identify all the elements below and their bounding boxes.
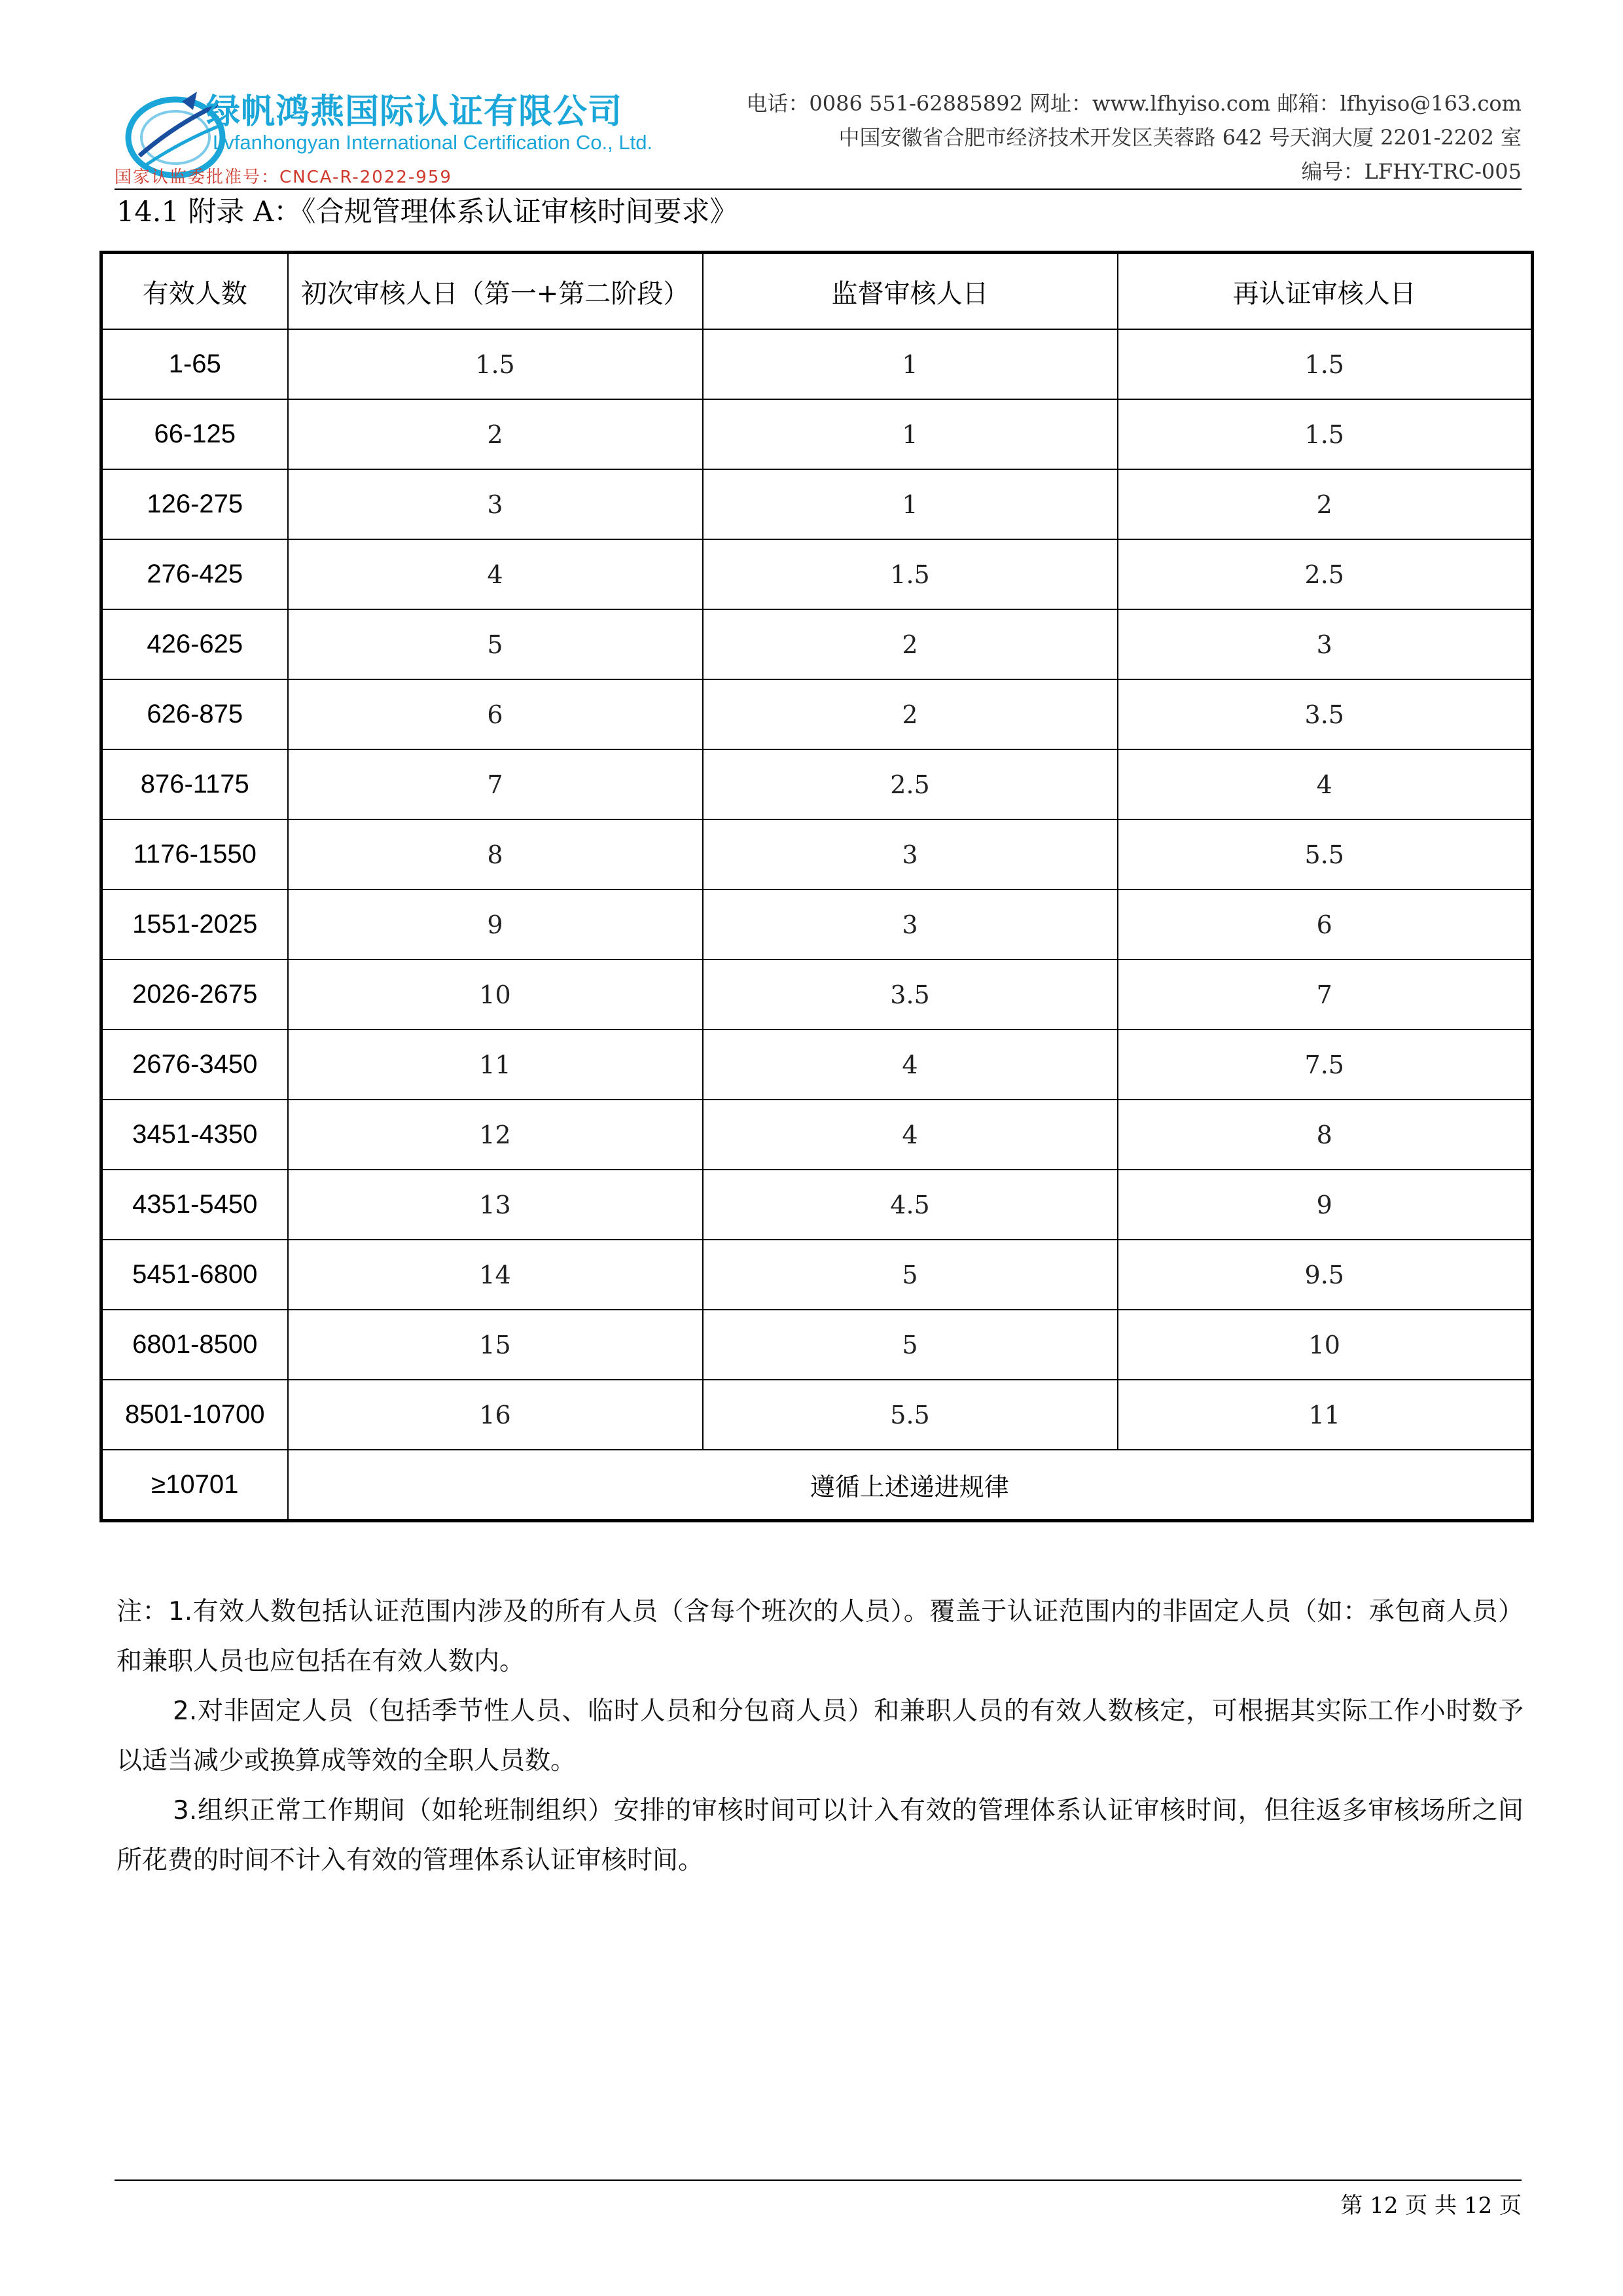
headcount-range-cell: 1551-2025 — [101, 889, 288, 960]
audit-days-cell: 15 — [288, 1310, 703, 1380]
audit-days-cell: 8 — [288, 819, 703, 889]
table-row — [101, 749, 1533, 819]
table-row — [101, 679, 1533, 749]
column-header: 初次审核人日（第一+第二阶段） — [288, 253, 703, 330]
table-row — [101, 469, 1533, 539]
table-row — [101, 399, 1533, 469]
headcount-range-cell: 5451-6800 — [101, 1240, 288, 1310]
table-row — [101, 1170, 1533, 1240]
audit-days-cell: 10 — [288, 960, 703, 1030]
audit-days-cell: 3.5 — [1118, 679, 1533, 749]
audit-days-cell: 2.5 — [703, 749, 1118, 819]
table-body — [101, 329, 1533, 1521]
headcount-range-cell: 8501-10700 — [101, 1380, 288, 1450]
headcount-range-cell: 66-125 — [101, 399, 288, 469]
headcount-range-cell: 2676-3450 — [101, 1030, 288, 1100]
audit-days-cell: 8 — [1118, 1100, 1533, 1170]
headcount-range-cell: 1176-1550 — [101, 819, 288, 889]
audit-days-cell: 4 — [703, 1030, 1118, 1100]
table-row — [101, 1100, 1533, 1170]
audit-days-cell: 1 — [703, 399, 1118, 469]
footer-divider — [115, 2179, 1522, 2181]
audit-days-cell: 1.5 — [1118, 329, 1533, 399]
document-number: 编号：LFHY-TRC-005 — [1301, 159, 1522, 184]
company-name-cn: 绿帆鸿燕国际认证有限公司 — [206, 92, 623, 132]
audit-days-cell: 16 — [288, 1380, 703, 1450]
company-name-en: Lvfanhongyan International Certification Co., Ltd. — [213, 131, 653, 154]
table-row — [101, 960, 1533, 1030]
audit-days-cell: 9 — [1118, 1170, 1533, 1240]
section-title: 14.1 附录 A：《合规管理体系认证审核时间要求》 — [116, 196, 738, 228]
table-header-row — [101, 253, 1533, 330]
audit-days-cell: 2 — [703, 679, 1118, 749]
audit-days-cell: 5.5 — [703, 1380, 1118, 1450]
headcount-range-cell: 276-425 — [101, 539, 288, 609]
headcount-range-cell: 6801-8500 — [101, 1310, 288, 1380]
audit-days-cell: 2 — [288, 399, 703, 469]
audit-days-cell: 11 — [288, 1030, 703, 1100]
page-number: 第 12 页 共 12 页 — [1340, 2193, 1522, 2219]
table-row — [101, 819, 1533, 889]
audit-days-cell: 2 — [703, 609, 1118, 679]
audit-days-cell: 1.5 — [703, 539, 1118, 609]
headcount-range-cell: 126-275 — [101, 469, 288, 539]
table-row — [101, 889, 1533, 960]
audit-days-cell: 3.5 — [703, 960, 1118, 1030]
headcount-range-cell: ≥10701 — [101, 1450, 288, 1521]
audit-days-cell: 11 — [1118, 1380, 1533, 1450]
audit-days-cell: 6 — [288, 679, 703, 749]
audit-days-cell: 4 — [288, 539, 703, 609]
audit-days-cell: 2.5 — [1118, 539, 1533, 609]
note-paragraph: 注：1.有效人数包括认证范围内涉及的所有人员（含每个班次的人员）。覆盖于认证范围内的非固定人员（如：承包商人员）和兼职人员也应包括在有效人数内。 — [116, 1597, 1524, 1676]
audit-days-cell: 12 — [288, 1100, 703, 1170]
audit-days-cell: 5 — [288, 609, 703, 679]
table-row — [101, 1310, 1533, 1380]
column-header: 有效人数 — [101, 253, 288, 330]
audit-time-table — [99, 251, 1534, 1522]
table-row — [101, 609, 1533, 679]
audit-days-cell: 10 — [1118, 1310, 1533, 1380]
headcount-range-cell: 2026-2675 — [101, 960, 288, 1030]
audit-days-cell: 13 — [288, 1170, 703, 1240]
headcount-range-cell: 426-625 — [101, 609, 288, 679]
table-row — [101, 539, 1533, 609]
headcount-range-cell: 876-1175 — [101, 749, 288, 819]
table-row — [101, 1450, 1533, 1521]
notes-section — [116, 1587, 1524, 1886]
audit-days-cell: 1.5 — [288, 329, 703, 399]
audit-days-cell: 7 — [1118, 960, 1533, 1030]
audit-days-cell: 6 — [1118, 889, 1533, 960]
column-header: 监督审核人日 — [703, 253, 1118, 330]
audit-days-cell: 9.5 — [1118, 1240, 1533, 1310]
audit-days-cell: 9 — [288, 889, 703, 960]
audit-days-cell: 3 — [703, 889, 1118, 960]
approval-number: 国家认监委批准号：CNCA-R-2022-959 — [115, 168, 452, 187]
audit-days-cell: 5.5 — [1118, 819, 1533, 889]
audit-days-cell: 5 — [703, 1240, 1118, 1310]
progression-rule-cell: 遵循上述递进规律 — [288, 1450, 1533, 1521]
audit-days-cell: 5 — [703, 1310, 1118, 1380]
headcount-range-cell: 1-65 — [101, 329, 288, 399]
audit-days-cell: 4.5 — [703, 1170, 1118, 1240]
contact-block — [746, 86, 1522, 188]
audit-days-cell: 2 — [1118, 469, 1533, 539]
audit-days-cell: 4 — [703, 1100, 1118, 1170]
audit-days-cell: 7.5 — [1118, 1030, 1533, 1100]
table-row — [101, 1240, 1533, 1310]
contact-line: 电话：0086 551-62885892 网址：www.lfhyiso.com 邮箱：lfhyiso@163.com — [746, 91, 1522, 116]
headcount-range-cell: 3451-4350 — [101, 1100, 288, 1170]
headcount-range-cell: 626-875 — [101, 679, 288, 749]
table-row — [101, 329, 1533, 399]
audit-days-cell: 3 — [703, 819, 1118, 889]
audit-days-cell: 7 — [288, 749, 703, 819]
note-paragraph: 3.组织正常工作期间（如轮班制组织）安排的审核时间可以计入有效的管理体系认证审核时间，但往返多审核场所之间所花费的时间不计入有效的管理体系认证审核时间。 — [116, 1796, 1524, 1875]
audit-days-cell: 3 — [288, 469, 703, 539]
note-paragraph: 2.对非固定人员（包括季节性人员、临时人员和分包商人员）和兼职人员的有效人数核定，可根据其实际工作小时数予以适当减少或换算成等效的全职人员数。 — [116, 1696, 1524, 1776]
audit-days-cell: 4 — [1118, 749, 1533, 819]
headcount-range-cell: 4351-5450 — [101, 1170, 288, 1240]
page-header — [115, 72, 1522, 190]
address-line: 中国安徽省合肥市经济技术开发区芙蓉路 642 号天润大厦 2201-2202 室 — [838, 125, 1522, 150]
table-row — [101, 1380, 1533, 1450]
table-row — [101, 1030, 1533, 1100]
audit-days-cell: 1.5 — [1118, 399, 1533, 469]
audit-days-cell: 1 — [703, 469, 1118, 539]
audit-days-cell: 1 — [703, 329, 1118, 399]
audit-days-cell: 3 — [1118, 609, 1533, 679]
column-header: 再认证审核人日 — [1118, 253, 1533, 330]
audit-days-cell: 14 — [288, 1240, 703, 1310]
